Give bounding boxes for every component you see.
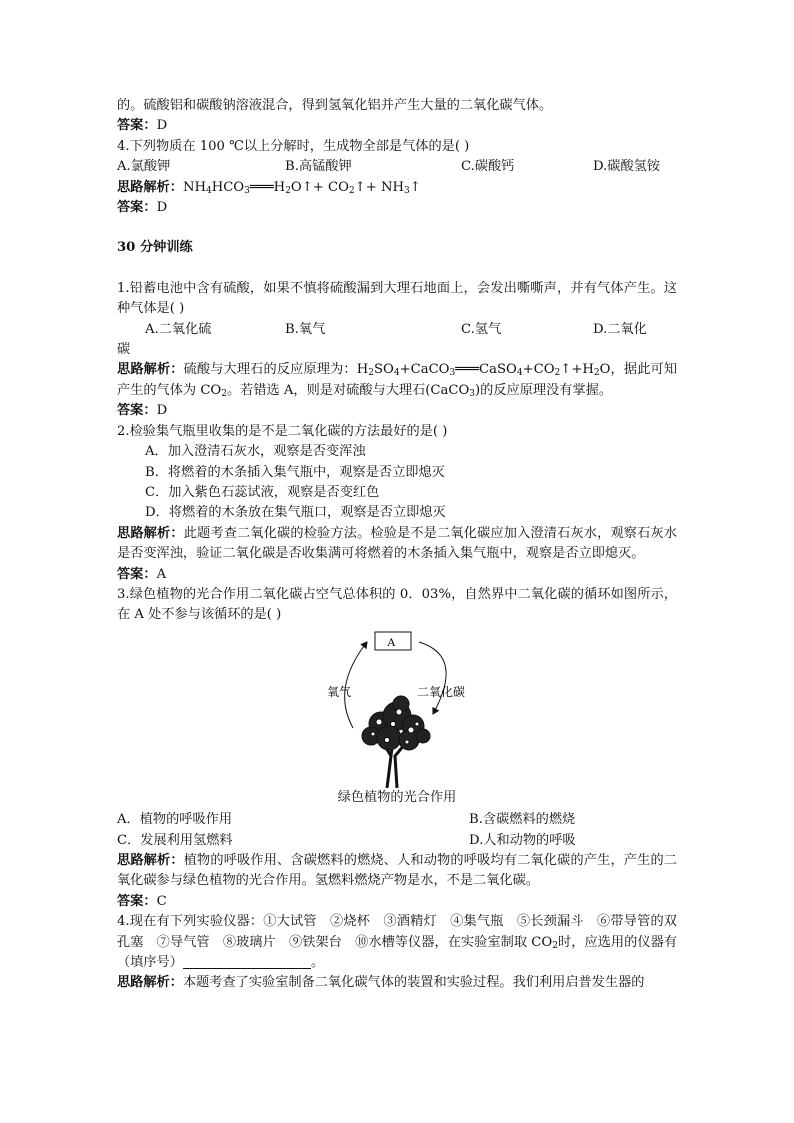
option-b: B.含碳燃料的燃烧 <box>469 812 576 828</box>
question-4b-analysis: 思路解析：本题考查了实验室制备二氧化碳气体的装置和实验过程。我们利用启普发生器的 <box>117 975 645 991</box>
answer-label: 答案： <box>117 566 157 582</box>
tree-icon <box>362 696 430 750</box>
answer-blank[interactable] <box>183 954 311 969</box>
answer-label: 答案： <box>117 200 157 216</box>
option-c: C.氢气 <box>461 321 502 337</box>
option-a: A.二氧化硫 <box>145 321 212 337</box>
question-1-stem: 1.铅蓄电池中含有硫酸，如果不慎将硫酸漏到大理石地面上，会发出嘶嘶声，并有气体产生。这种气体是( ) <box>117 280 677 317</box>
answer-value: D <box>156 200 168 216</box>
question-4a-stem: 4.下列物质在 100 ℃以上分解时，生成物全部是气体的是( ) <box>117 138 470 154</box>
option-c: C．加入紫色石蕊试液，观察是否变红色 <box>145 484 380 500</box>
option-b: B.氧气 <box>285 321 326 337</box>
oxygen-label: 氧气 <box>327 684 352 699</box>
analysis-label: 思路解析： <box>117 852 184 868</box>
question-4a-options <box>117 157 677 177</box>
prev-answer <box>117 116 677 136</box>
option-b: B．将燃着的木条插入集气瓶中，观察是否立即熄灭 <box>145 464 445 480</box>
answer-value: D <box>156 118 168 134</box>
question-2-analysis: 思路解析：此题考查二氧化碳的检验方法。检验是不是二氧化碳应加入澄清石灰水，观察石灰水是否变浑浊，验证二氧化碳是否收集满可将燃着的木条插入集气瓶中，观察是否立即熄灭。 <box>117 525 677 562</box>
answer-label: 答案： <box>117 118 157 134</box>
question-2-stem: 2.检验集气瓶里收集的是不是二氧化碳的方法最好的是( ) <box>117 423 448 439</box>
question-1-options <box>117 320 677 340</box>
question-4a-analysis <box>117 178 677 198</box>
analysis-label: 思路解析： <box>117 362 184 378</box>
option-d: D．将燃着的木条放在集气瓶口，观察是否立即熄灭 <box>145 505 446 521</box>
option-d-wrap: 碳 <box>117 342 131 358</box>
question-3-answer <box>117 892 677 912</box>
answer-label: 答案： <box>117 403 157 419</box>
option-a: A．植物的呼吸作用 <box>117 812 233 828</box>
answer-value: C <box>156 893 167 909</box>
option-c: C.碳酸钙 <box>461 159 515 175</box>
diagram-caption: 绿色植物的光合作用 <box>337 789 457 805</box>
question-2-answer <box>117 565 677 585</box>
question-3-options-row2 <box>117 831 677 851</box>
carbon-cycle-diagram <box>117 628 677 788</box>
co2-label: 二氧化碳 <box>417 684 466 699</box>
answer-label: 答案： <box>117 893 157 909</box>
section-title: 30 分钟训练 <box>117 240 193 256</box>
option-b: B.高锰酸钾 <box>285 159 352 175</box>
question-4a-answer <box>117 198 677 218</box>
prev-question-tail: 的。硫酸铝和碳酸钠溶液混合，得到氢氧化铝并产生大量的二氧化碳气体。 <box>117 98 553 113</box>
question-1-answer <box>117 401 677 421</box>
option-d: D.人和动物的呼吸 <box>469 832 576 848</box>
arrow-right <box>419 642 446 714</box>
answer-value: D <box>156 403 168 419</box>
answer-value: A <box>156 566 167 582</box>
analysis-label: 思路解析： <box>117 975 183 991</box>
question-4b-stem: 4.现在有下列实验仪器：①大试管 ②烧杯 ③酒精灯 ④集气瓶 ⑤长颈漏斗 ⑥带导管的双孔塞 ⑦导气管 ⑧玻璃片 ⑨铁架台 ⑩水槽等仪器，在实验室制取 $CO_2$时，应选用的仪器有（填序号） 。 <box>117 914 678 970</box>
formula: $NH_4HCO_3═══H_2O↑+$ $CO_2↑+$ $NH_3↑$ <box>182 179 421 196</box>
option-d: D.二氧化 <box>593 321 647 337</box>
analysis-label: 思路解析： <box>117 179 183 195</box>
question-3-analysis: 思路解析：植物的呼吸作用、含碳燃料的燃烧、人和动物的呼吸均有二氧化碳的产生，产生的二氧化碳参与绿色植物的光合作用。氢燃料燃烧产物是水，不是二氧化碳。 <box>117 852 677 889</box>
cycle-arrows <box>117 628 677 788</box>
option-a: A.氯酸钾 <box>117 159 171 175</box>
box-label: A <box>387 634 396 649</box>
document-page <box>117 96 677 994</box>
option-c: C．发展利用氢燃料 <box>117 832 233 848</box>
analysis-label: 思路解析： <box>117 525 184 541</box>
question-1-analysis: 思路解析：硫酸与大理石的反应原理为：$H_2SO_4+CaCO_3═══CaSO_4+CO_2↑+H_2O$，据此可知产生的气体为 $CO_2$。若错选 A，则是对硫酸与大理石(CaCO$_3$)的反应原理没有掌握。 <box>117 362 678 399</box>
question-3-options-row1 <box>117 810 677 830</box>
question-3-stem: 3.绿色植物的光合作用二氧化碳占空气总体积的 0．03%，自然界中二氧化碳的循环如图所示，在 A 处不参与该循环的是( ) <box>117 586 677 623</box>
option-a: A．加入澄清石灰水，观察是否变浑浊 <box>145 444 366 460</box>
option-d: D.碳酸氢铵 <box>593 159 661 175</box>
